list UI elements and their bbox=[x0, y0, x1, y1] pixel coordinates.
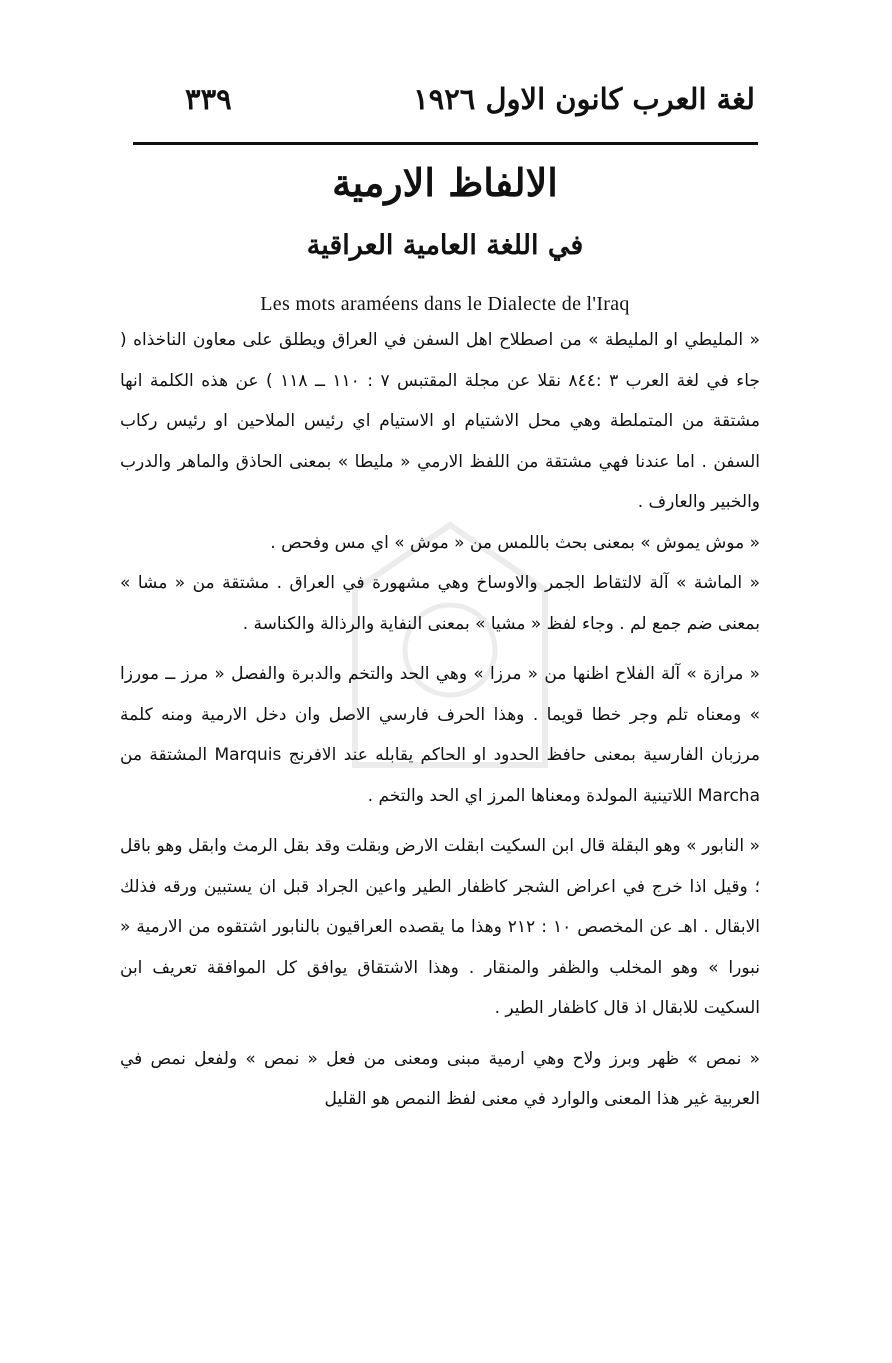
paragraph-namas: « نمص » ظهر وبرز ولاح وهي ارمية مبنى ومعنى من فعل « نمص » ولفعل نمص في العربية غير هذا المعنى والوارد في معنى لفظ النمص هو القليل bbox=[120, 1048, 760, 1109]
french-subtitle: Les mots araméens dans le Dialecte de l'Iraq bbox=[260, 293, 630, 315]
article-body bbox=[120, 320, 760, 1120]
page-number: ٣٣٩ bbox=[185, 82, 232, 116]
article-subtitle: في اللغة العامية العراقية bbox=[306, 230, 584, 261]
paragraph-masha: « الماشة » آلة لالتقاط الجمر والاوساخ وهي مشهورة في العراق . مشتقة من « مشا » بمعنى ضم جمع لم . وجاء لفظ « مشيا » بمعنى النفاية والرذالة والكناسة . bbox=[120, 573, 760, 634]
journal-date: لغة العرب كانون الاول ١٩٢٦ bbox=[413, 82, 755, 116]
paragraph-mulaiti: « المليطي او المليطة » من اصطلاح اهل السفن في العراق ويطلق على معاون الناخذاه ( جاء في لغة العرب ٣ :٨٤٤ نقلا عن مجلة المقتبس ٧ : ١١٠ ــ ١١٨ ) عن هذه الكلمة انها مشتقة من المتملطة وهي محل الاشتيام او الاستيام اي رئيس الملاحين او رئيس ركاب السفن . اما عندنا فهي مشتقة من اللفظ الارمي « مليطا » بمعنى الحاذق والماهر والدرب والخبير والعارف . bbox=[120, 330, 760, 512]
article-title: الالفاظ الارمية bbox=[332, 160, 558, 205]
paragraph-nabur: « النابور » وهو البقلة قال ابن السكيت ابقلت الارض وبقلت وقد بقل الرمث وابقل وهو باقل ؛ وقيل اذا خرج في اعراض الشجر كاظفار الطير واعين الجراد قبل ان يستبين ورقه فذلك الابقال . اهـ عن المخصص ١٠ : ٢١٢ وهذا ما يقصده العراقيون بالنابور اشتقوه من الارمية « نبورا » وهو المخلب والظفر والمنقار . وهذا الاشتقاق يوافق كل الموافقة تعريف ابن السكيت للابقال اذ قال كاظفار الطير . bbox=[120, 836, 761, 1018]
paragraph-mush: « موش يموش » بمعنى بحث باللمس من « موش » اي مس وفحص . bbox=[270, 532, 760, 553]
running-header bbox=[135, 82, 755, 130]
paragraph-maraza: « مرازة » آلة الفلاح اظنها من « مرزا » وهي الحد والتخم والدبرة والفصل « مرز ــ مورزا » ومعناه تلم وجر خطا قويما . وهذا الحرف فارسي الاصل وان دخل الارمية ومنه كلمة مرزبان الفارسية بمعنى حافظ الحدود او الحاكم يقابله عند الافرنج Marquis المشتقة من Marcha اللاتينية المولدة ومعناها المرز اي الحد والتخم . bbox=[120, 664, 760, 806]
header-rule bbox=[133, 142, 758, 145]
